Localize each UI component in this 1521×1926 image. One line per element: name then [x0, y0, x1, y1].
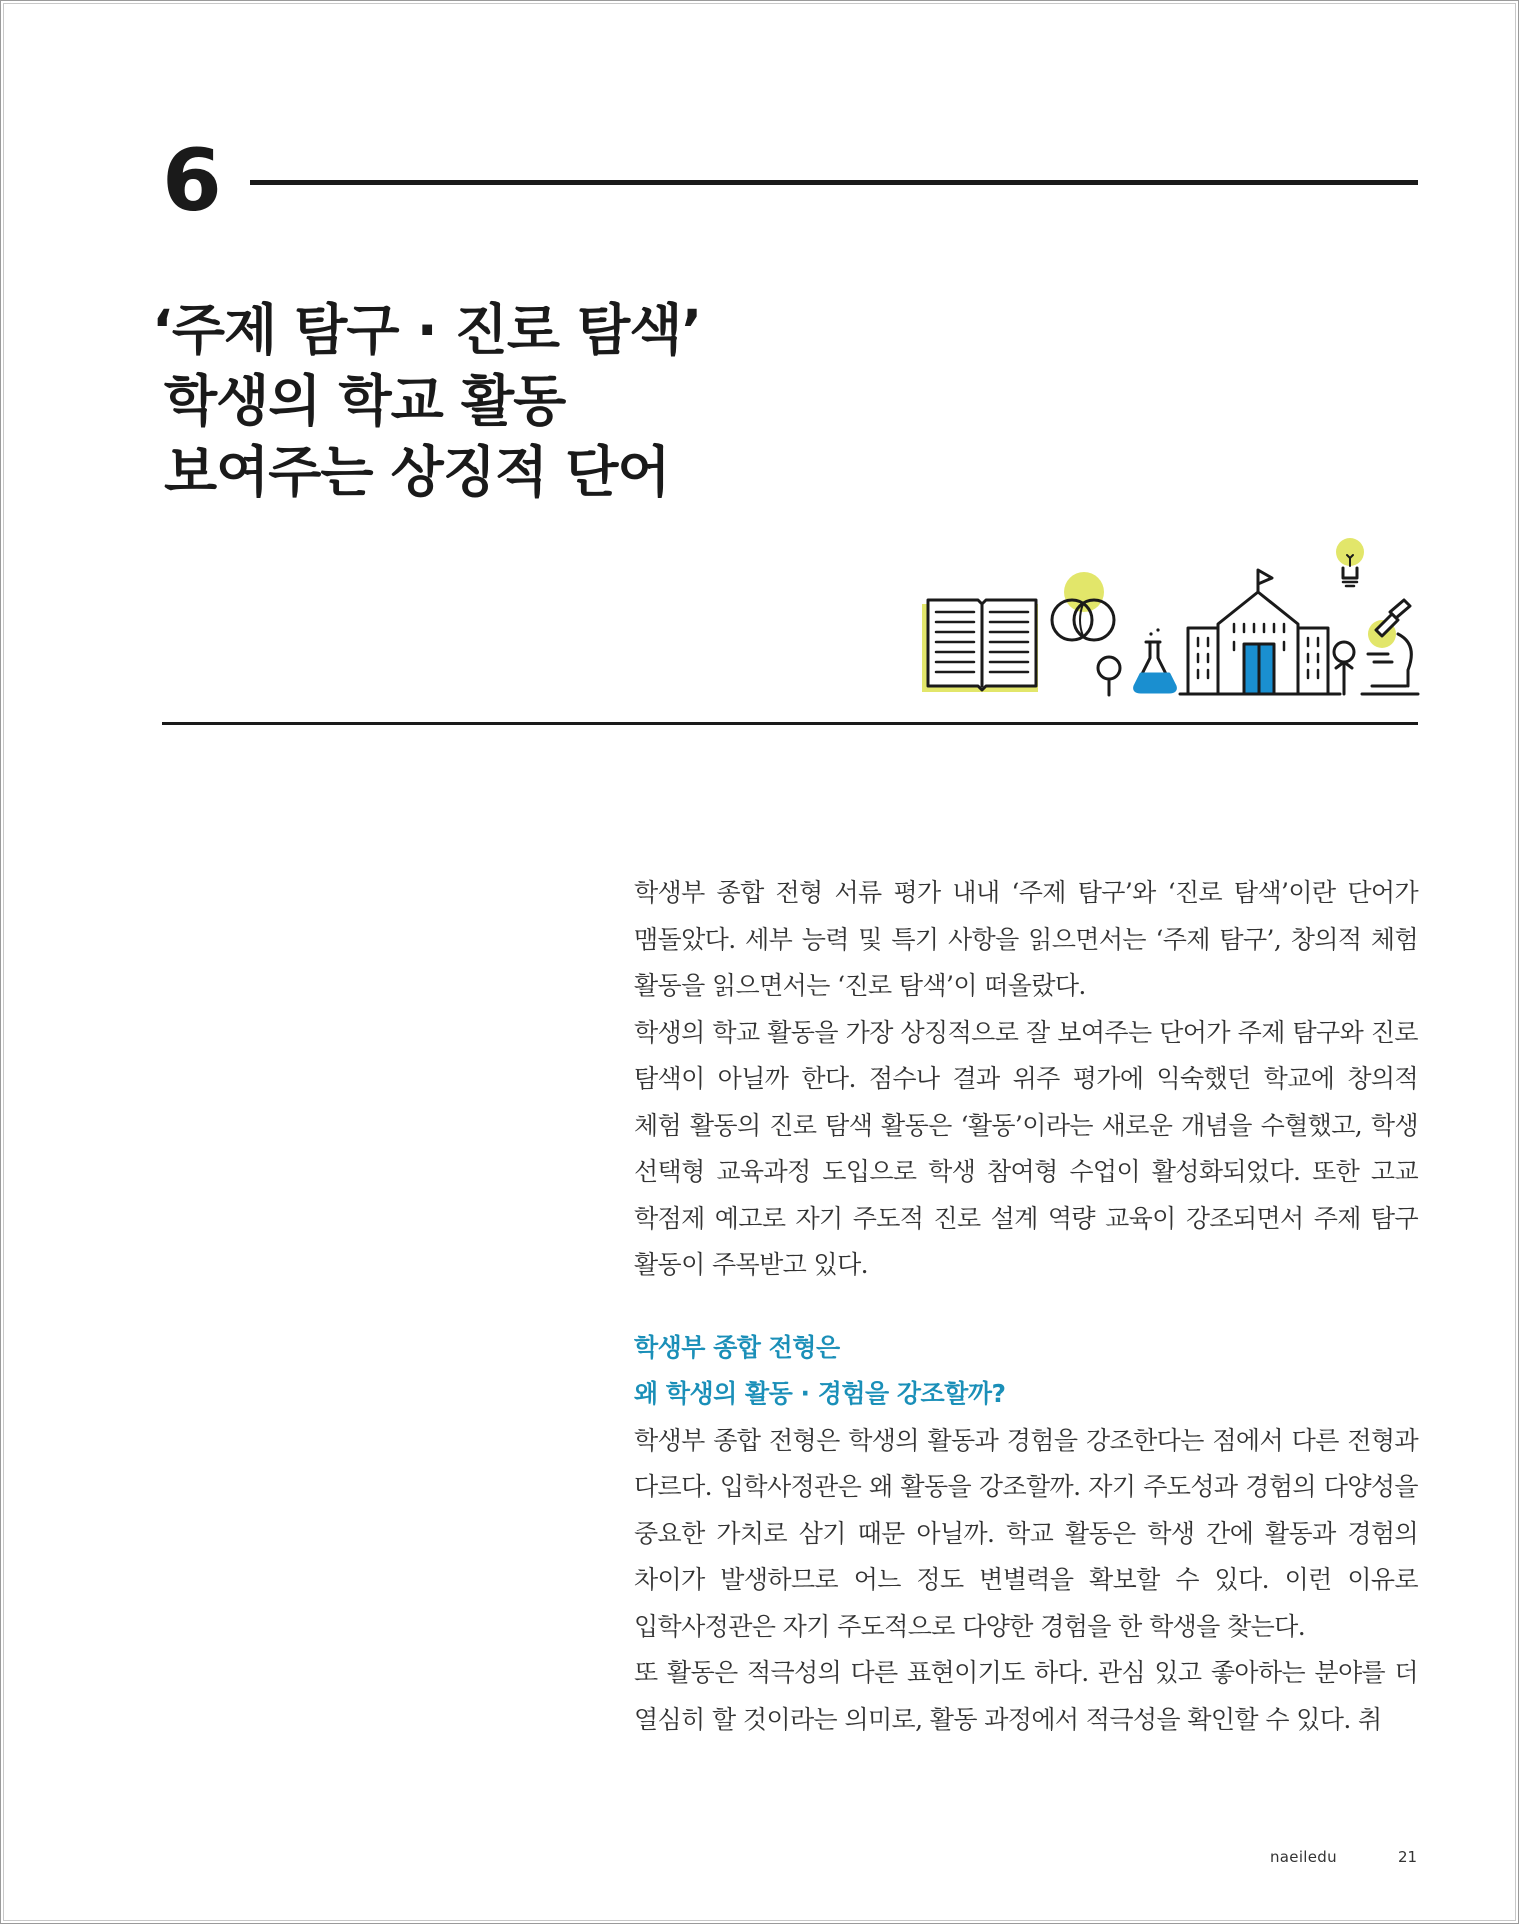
- venn-diagram-icon: [1052, 572, 1114, 640]
- footer-brand: naeiledu: [1270, 1848, 1337, 1866]
- section-subheading: [634, 1325, 1418, 1418]
- tree-icon: [1098, 657, 1120, 695]
- body-paragraph-1: 학생부 종합 전형 서류 평가 내내 ‘주제 탐구’와 ‘진로 탐색’이란 단어가 맴돌았다. 세부 능력 및 특기 사항을 읽으면서는 ‘주제 탐구’, 창의적 체험 활동을 읽으면서는 ‘진로 탐색’이 떠올랐다.: [634, 878, 1418, 1000]
- microscope-icon: [1334, 600, 1418, 694]
- article-body: [634, 870, 1418, 1743]
- flask-icon: [1135, 628, 1176, 692]
- page-number: 21: [1398, 1848, 1418, 1866]
- subheading-line-1: 학생부 종합 전형은: [634, 1332, 840, 1362]
- school-building-icon: [1180, 570, 1340, 694]
- subheading-line-2: 왜 학생의 활동 · 경험을 강조할까?: [634, 1379, 1006, 1408]
- title-line-3: 보여주는 상징적 단어: [164, 440, 670, 504]
- illustration: [922, 538, 1422, 698]
- page-title: [152, 295, 701, 508]
- body-paragraph-2: 학생의 학교 활동을 가장 상징적으로 잘 보여주는 단어가 주제 탐구와 진로 탐색이 아닐까 한다. 점수나 결과 위주 평가에 익숙했던 학교에 창의적 체험 활동의 진로 탐색 활동은 ‘활동’이라는 새로운 개념을 수혈했고, 학생 선택형 교육과정 도입으로 학생 참여형 수업이 활성화되었다. 또한 고교 학점제 예고로 자기 주도적 진로 설계 역량 교육이 강조되면서 주제 탐구 활동이 주목받고 있다.: [634, 1017, 1418, 1279]
- chapter-rule: [250, 180, 1418, 185]
- body-paragraph-3: 학생부 종합 전형은 학생의 활동과 경험을 강조한다는 점에서 다른 전형과 다르다. 입학사정관은 왜 활동을 강조할까. 자기 주도성과 경험의 다양성을 중요한 가치로 삼기 때문 아닐까. 학교 활동은 학생 간에 활동과 경험의 차이가 발생하므로 어느 정도 변별력을 확보할 수 있다. 이런 이유로 입학사정관은 자기 주도적으로 다양한 경험을 한 학생을 찾는다.: [634, 1425, 1418, 1641]
- open-book-icon: [922, 600, 1038, 692]
- title-line-1: ‘주제 탐구 · 진로 탐색’: [152, 298, 702, 362]
- section-rule: [162, 722, 1418, 725]
- light-bulb-icon: [1336, 538, 1364, 586]
- title-line-2: 학생의 학교 활동: [164, 369, 566, 433]
- body-paragraph-4: 또 활동은 적극성의 다른 표현이기도 하다. 관심 있고 좋아하는 분야를 더 열심히 할 것이라는 의미로, 활동 과정에서 적극성을 확인할 수 있다. 취: [634, 1658, 1418, 1734]
- chapter-number: 6: [162, 131, 222, 231]
